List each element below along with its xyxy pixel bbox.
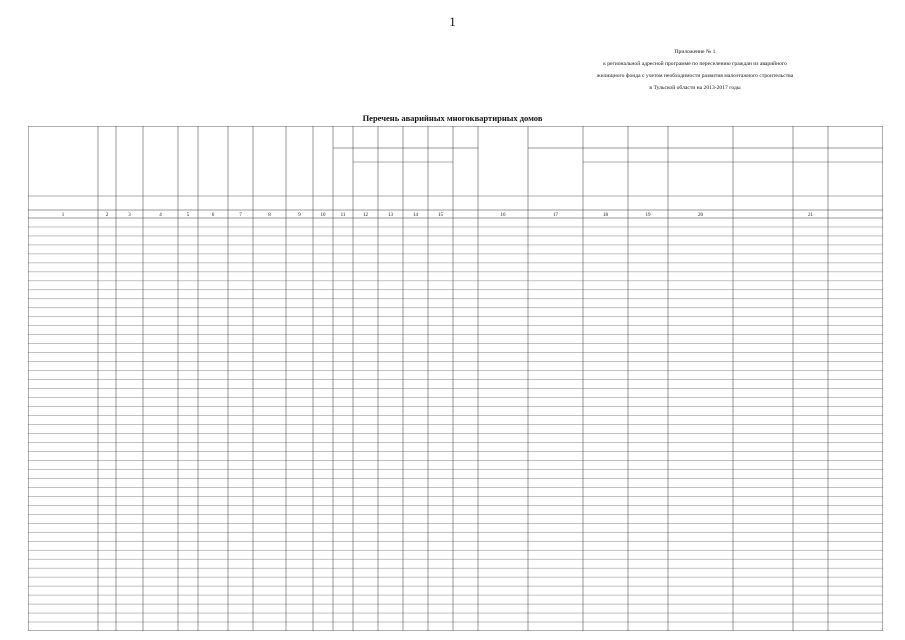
- column-number: 1: [61, 213, 65, 218]
- column-number: 17: [553, 213, 558, 218]
- appendix-title: Приложение № 1: [674, 49, 716, 55]
- column-number: 18: [603, 213, 608, 218]
- column-number: 10: [320, 213, 326, 218]
- column-number: 11: [340, 213, 346, 218]
- column-number: 7: [239, 213, 242, 218]
- column-number: 19: [645, 213, 651, 218]
- column-number: 8: [268, 213, 271, 218]
- table-grid: [28, 126, 883, 631]
- appendix-line: в Тульской области на 2013-2017 годы: [649, 85, 741, 91]
- column-number: 14: [413, 213, 418, 218]
- column-number: 16: [500, 213, 506, 218]
- column-number: 9: [298, 213, 301, 218]
- column-number: 21: [808, 213, 813, 218]
- appendix-line: к региональной адресной программе по переселению граждан из аварийного: [603, 61, 787, 67]
- column-number: 2: [105, 213, 109, 218]
- appendix-block: [545, 46, 845, 94]
- page-number: 1: [449, 14, 456, 29]
- column-number: 4: [159, 213, 162, 218]
- column-number: 12: [363, 213, 368, 218]
- column-number: 3: [128, 213, 131, 218]
- emergency-housing-table: [28, 126, 883, 631]
- column-number: 20: [698, 213, 703, 218]
- document-title: Перечень аварийных многоквартирных домов: [362, 113, 543, 123]
- column-number: 13: [388, 213, 393, 218]
- column-number: 15: [438, 213, 443, 218]
- column-number: 6: [211, 213, 215, 218]
- appendix-line: жилищного фонда с учетом необходимости развития малоэтажного строительства: [596, 73, 794, 79]
- column-number: 5: [186, 213, 190, 218]
